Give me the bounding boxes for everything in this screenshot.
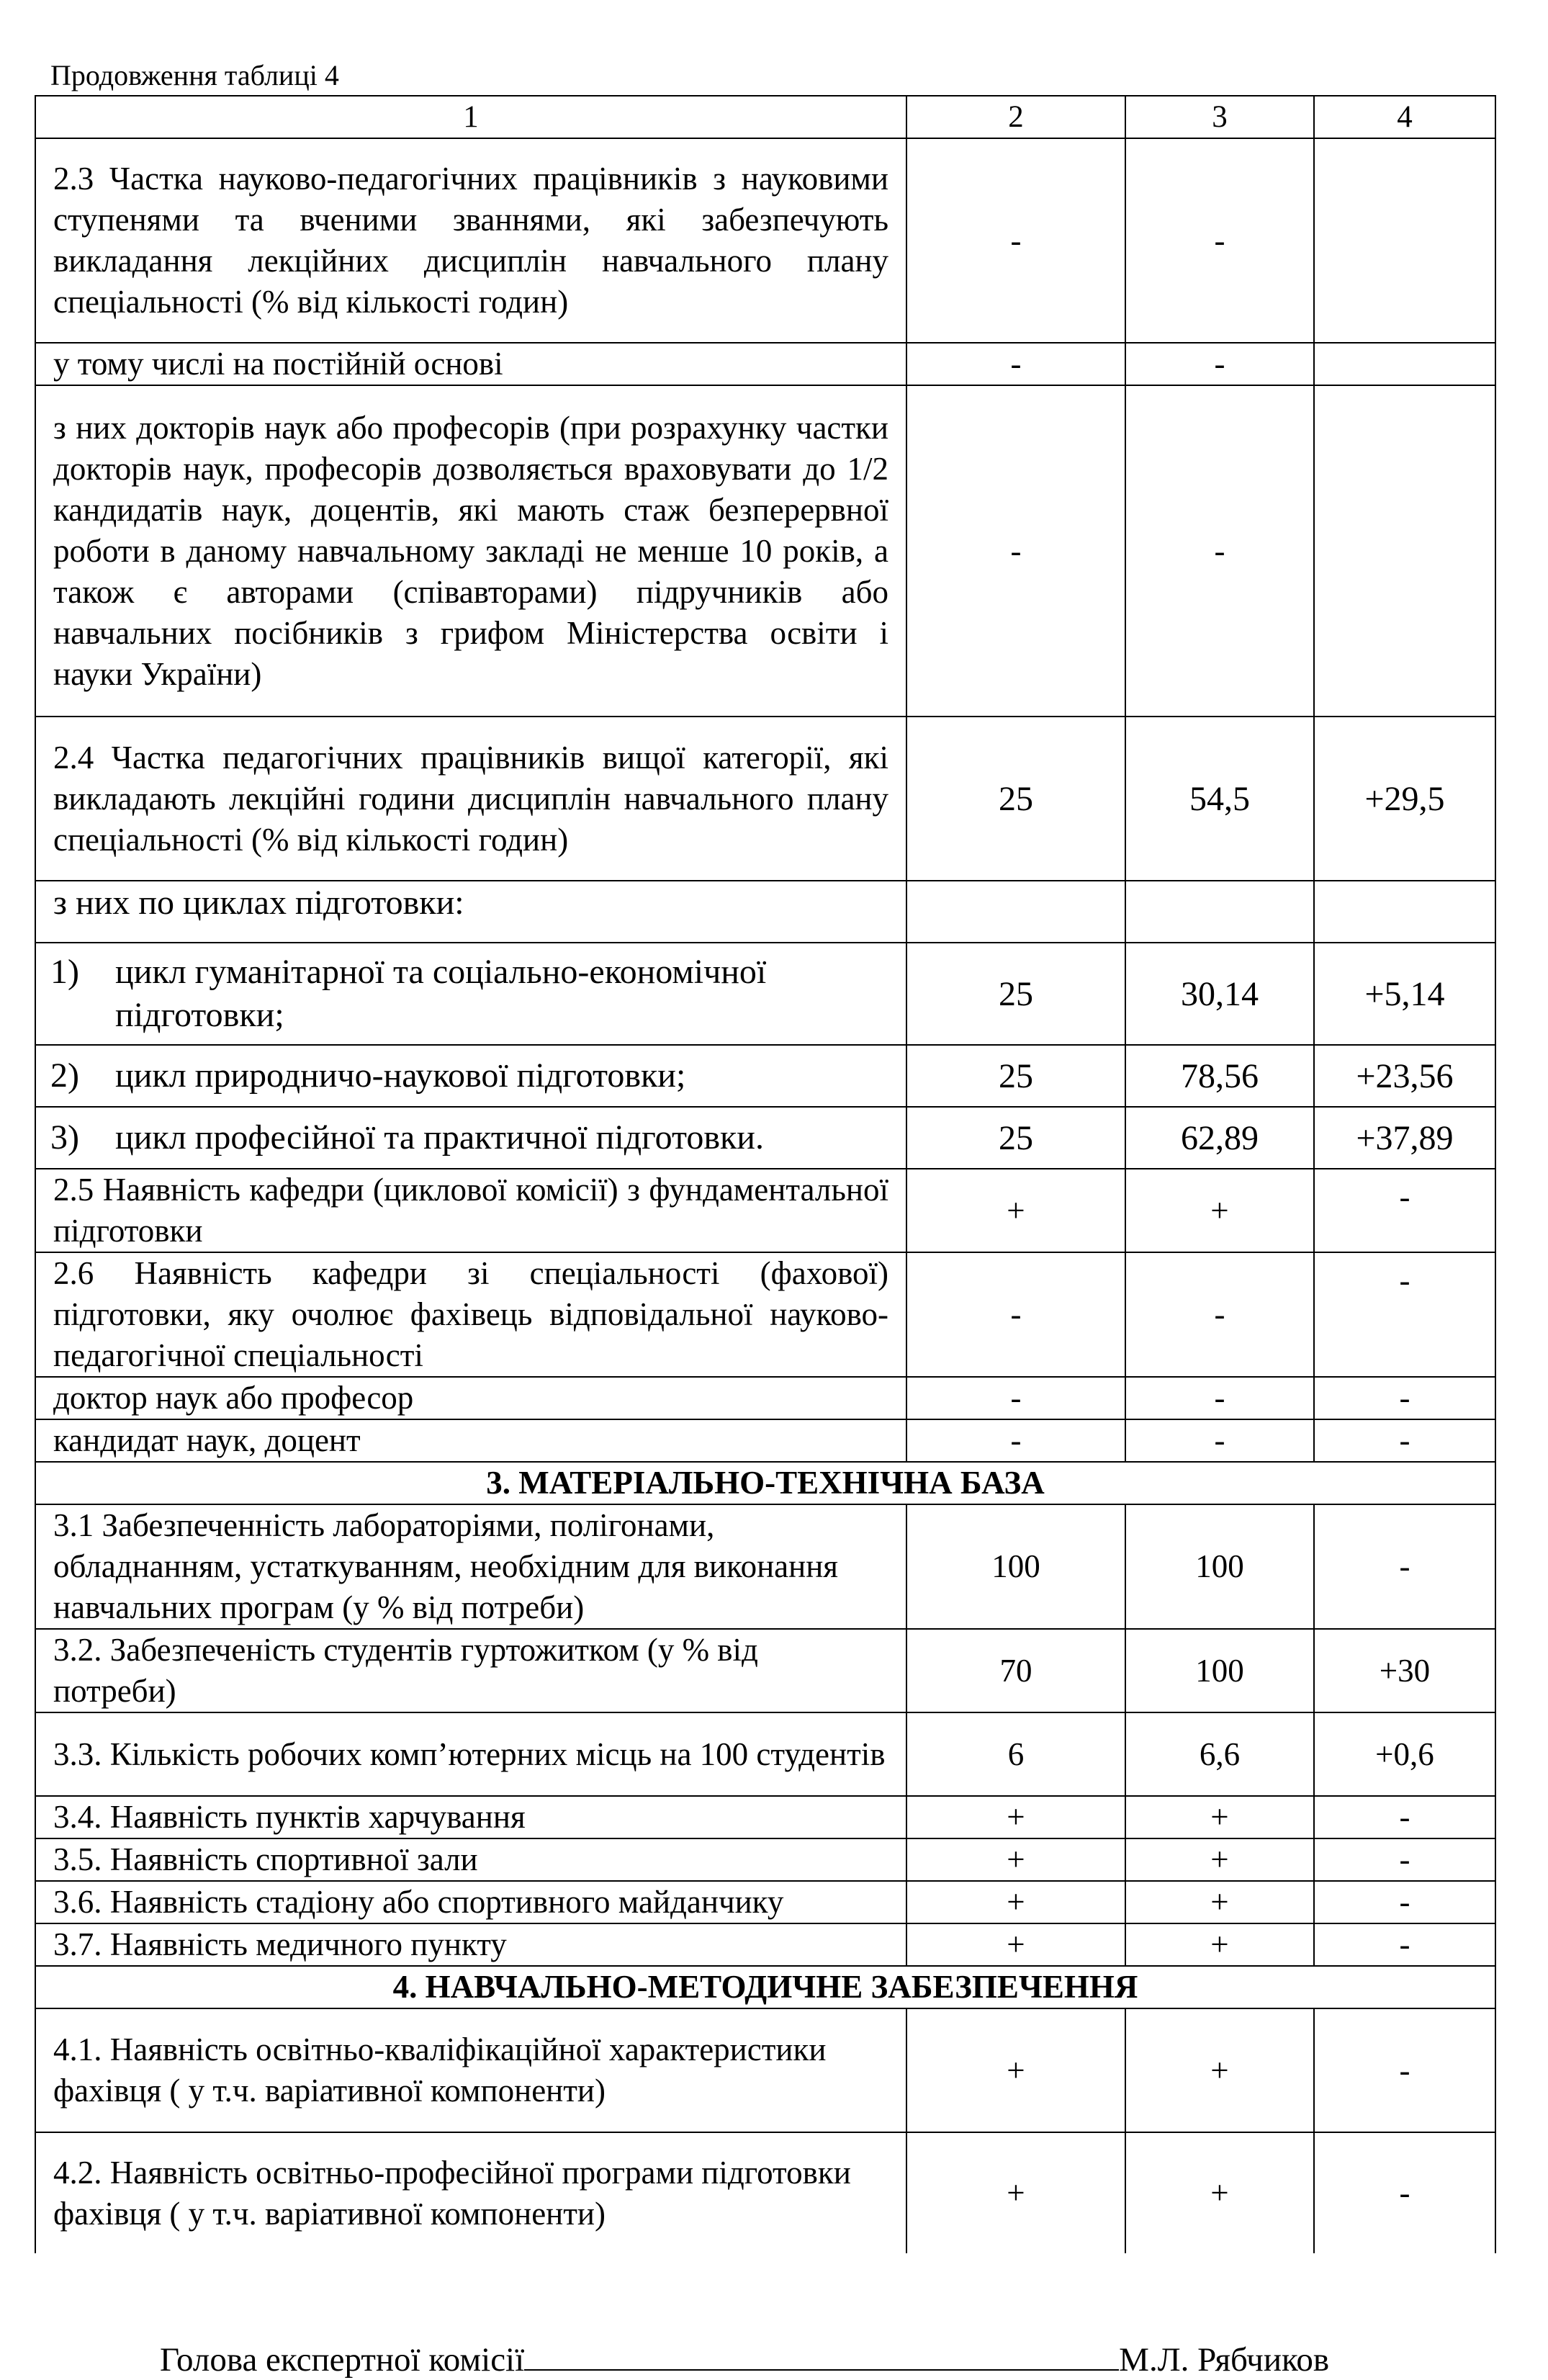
cell-value: +23,56 — [1314, 1045, 1495, 1107]
cell-value — [1125, 881, 1314, 943]
cell-value: 25 — [906, 717, 1125, 881]
table-row — [35, 1838, 1495, 1881]
cell-value: + — [906, 1881, 1125, 1923]
section-heading: 3. МАТЕРІАЛЬНО-ТЕХНІЧНА БАЗА — [35, 1462, 1495, 1504]
cell-value: - — [1314, 1377, 1495, 1419]
table-row — [35, 717, 1495, 881]
row-label: 2.5 Наявність кафедри (циклової комісії) з фундаментальної підготовки — [35, 1169, 906, 1252]
signatory-name: М.Л. Рябчиков — [1119, 2341, 1330, 2379]
cycle-label: цикл природничо-наукової підготовки; — [115, 1056, 686, 1095]
cell-value: + — [906, 1796, 1125, 1838]
signature-blank — [524, 2339, 1119, 2371]
cell-value: 25 — [906, 1045, 1125, 1107]
column-header: 2 — [906, 96, 1125, 138]
cell-value: - — [1314, 1169, 1495, 1252]
cell-value: 25 — [906, 943, 1125, 1045]
row-label: 3.6. Наявність стадіону або спортивного майданчику — [35, 1881, 906, 1923]
row-label: 2.4 Частка педагогічних працівників вищої категорії, які викладають лекційні години дисциплін навчального плану спеціальності (% від кількості годин) — [35, 717, 906, 881]
accreditation-table — [35, 95, 1496, 2253]
cell-value: 54,5 — [1125, 717, 1314, 881]
cell-value: + — [906, 2132, 1125, 2253]
row-label: 3.5. Наявність спортивної зали — [35, 1838, 906, 1881]
table-row — [35, 943, 1495, 1045]
table-row — [35, 1377, 1495, 1419]
row-label: 3.7. Наявність медичного пункту — [35, 1923, 906, 1966]
cell-value: 100 — [1125, 1629, 1314, 1712]
signature-line — [160, 2339, 1329, 2380]
cell-value: - — [1314, 1923, 1495, 1966]
table-row — [35, 138, 1495, 343]
row-label — [35, 943, 906, 1045]
cell-value: - — [906, 385, 1125, 717]
table-row — [35, 881, 1495, 943]
cell-value: 100 — [906, 1504, 1125, 1629]
table-row — [35, 343, 1495, 385]
cell-value — [1314, 881, 1495, 943]
table-row — [35, 1796, 1495, 1838]
cell-value: + — [1125, 1796, 1314, 1838]
row-label — [35, 1045, 906, 1107]
table-header-row — [35, 96, 1495, 138]
list-number: 2) — [50, 1056, 79, 1095]
table-row — [35, 1712, 1495, 1796]
cell-value: +30 — [1314, 1629, 1495, 1712]
list-number: 3) — [50, 1118, 79, 1157]
cell-value — [1314, 138, 1495, 343]
list-number: 1) — [50, 953, 79, 991]
cell-value — [1314, 385, 1495, 717]
cell-value: + — [1125, 1838, 1314, 1881]
cell-value: + — [1125, 1169, 1314, 1252]
cell-value: + — [906, 1838, 1125, 1881]
cell-value: - — [1125, 343, 1314, 385]
table-row — [35, 1629, 1495, 1712]
cell-value — [906, 881, 1125, 943]
row-label: 3.1 Забезпеченність лабораторіями, полігонами, обладнанням, устаткуванням, необхідним для виконання навчальних програм (у % від потреби) — [35, 1504, 906, 1629]
cell-value: - — [906, 1252, 1125, 1377]
cell-value: - — [1314, 1838, 1495, 1881]
cell-value: - — [1314, 2132, 1495, 2253]
cell-value: - — [1314, 1252, 1495, 1377]
cell-value: - — [1314, 1881, 1495, 1923]
column-header: 1 — [35, 96, 906, 138]
cell-value — [1314, 343, 1495, 385]
section-heading: 4. НАВЧАЛЬНО-МЕТОДИЧНЕ ЗАБЕЗПЕЧЕННЯ — [35, 1966, 1495, 2008]
row-label: з них по циклах підготовки: — [35, 881, 906, 943]
cell-value: 30,14 — [1125, 943, 1314, 1045]
section-heading-row — [35, 1966, 1495, 2008]
cell-value: + — [1125, 2132, 1314, 2253]
cell-value: + — [1125, 1881, 1314, 1923]
cell-value: - — [1314, 1504, 1495, 1629]
cell-value: 6 — [906, 1712, 1125, 1796]
cell-value: +37,89 — [1314, 1107, 1495, 1169]
table-row — [35, 2008, 1495, 2132]
cell-value: - — [906, 1377, 1125, 1419]
cell-value: +0,6 — [1314, 1712, 1495, 1796]
cell-value: - — [1125, 385, 1314, 717]
row-label: доктор наук або професор — [35, 1377, 906, 1419]
row-label: кандидат наук, доцент — [35, 1419, 906, 1462]
row-label: 2.3 Частка науково-педагогічних працівників з науковими ступенями та вченими званнями, які забезпечують викладання лекційних дисциплін навчального плану спеціальності (% від кількості годин) — [35, 138, 906, 343]
row-label: 4.1. Наявність освітньо-кваліфікаційної характеристики фахівця ( у т.ч. варіативної компоненти) — [35, 2008, 906, 2132]
cell-value: 62,89 — [1125, 1107, 1314, 1169]
cell-value: - — [1314, 2008, 1495, 2132]
cell-value: + — [906, 1923, 1125, 1966]
table-row — [35, 1252, 1495, 1377]
table-row — [35, 1169, 1495, 1252]
row-label: з них докторів наук або професорів (при розрахунку частки докторів наук, професорів дозволяється враховувати до 1/2 кандидатів наук, доцентів, які мають стаж безперервної роботи в даному навчальному закладі не менше 10 років, а також є авторами (співавторами) підручників або навчальних посібників з грифом Міністерства освіти і науки України) — [35, 385, 906, 717]
cell-value: - — [906, 343, 1125, 385]
row-label: 4.2. Наявність освітньо-професійної програми підготовки фахівця ( у т.ч. варіативної компоненти) — [35, 2132, 906, 2253]
cell-value: - — [1125, 1377, 1314, 1419]
row-label: 3.2. Забезпеченість студентів гуртожитком (у % від потреби) — [35, 1629, 906, 1712]
table-row — [35, 1419, 1495, 1462]
cell-value: 25 — [906, 1107, 1125, 1169]
cell-value: 100 — [1125, 1504, 1314, 1629]
cycle-label: цикл професійної та практичної підготовки. — [115, 1118, 764, 1157]
cell-value: +29,5 — [1314, 717, 1495, 881]
section-heading-row — [35, 1462, 1495, 1504]
cycle-label: цикл гуманітарної та соціально-економічної підготовки; — [115, 953, 767, 1034]
cell-value: - — [1314, 1419, 1495, 1462]
cell-value: + — [1125, 2008, 1314, 2132]
cell-value: - — [1125, 1252, 1314, 1377]
cell-value: - — [1125, 1419, 1314, 1462]
cell-value: - — [1314, 1796, 1495, 1838]
signatory-role: Голова експертної комісії — [160, 2341, 525, 2379]
cell-value: 70 — [906, 1629, 1125, 1712]
column-header: 3 — [1125, 96, 1314, 138]
cell-value: - — [906, 1419, 1125, 1462]
table-continuation-caption: Продовження таблиці 4 — [50, 59, 339, 91]
cell-value: 78,56 — [1125, 1045, 1314, 1107]
table-row — [35, 2132, 1495, 2253]
table-row — [35, 1107, 1495, 1169]
row-label: 2.6 Наявність кафедри зі спеціальності (фахової) підготовки, яку очолює фахівець відповідальної науково-педагогічної спеціальності — [35, 1252, 906, 1377]
cell-value: - — [1125, 138, 1314, 343]
cell-value: +5,14 — [1314, 943, 1495, 1045]
column-header: 4 — [1314, 96, 1495, 138]
table-row — [35, 1045, 1495, 1107]
cell-value: + — [906, 1169, 1125, 1252]
row-label — [35, 1107, 906, 1169]
cell-value: - — [906, 138, 1125, 343]
row-label: 3.4. Наявність пунктів харчування — [35, 1796, 906, 1838]
row-label: 3.3. Кількість робочих комп’ютерних місць на 100 студентів — [35, 1712, 906, 1796]
table-row — [35, 1504, 1495, 1629]
table-row — [35, 1923, 1495, 1966]
table-row — [35, 1881, 1495, 1923]
cell-value: + — [1125, 1923, 1314, 1966]
cell-value: + — [906, 2008, 1125, 2132]
cell-value: 6,6 — [1125, 1712, 1314, 1796]
row-label: у тому числі на постійній основі — [35, 343, 906, 385]
table-row — [35, 385, 1495, 717]
